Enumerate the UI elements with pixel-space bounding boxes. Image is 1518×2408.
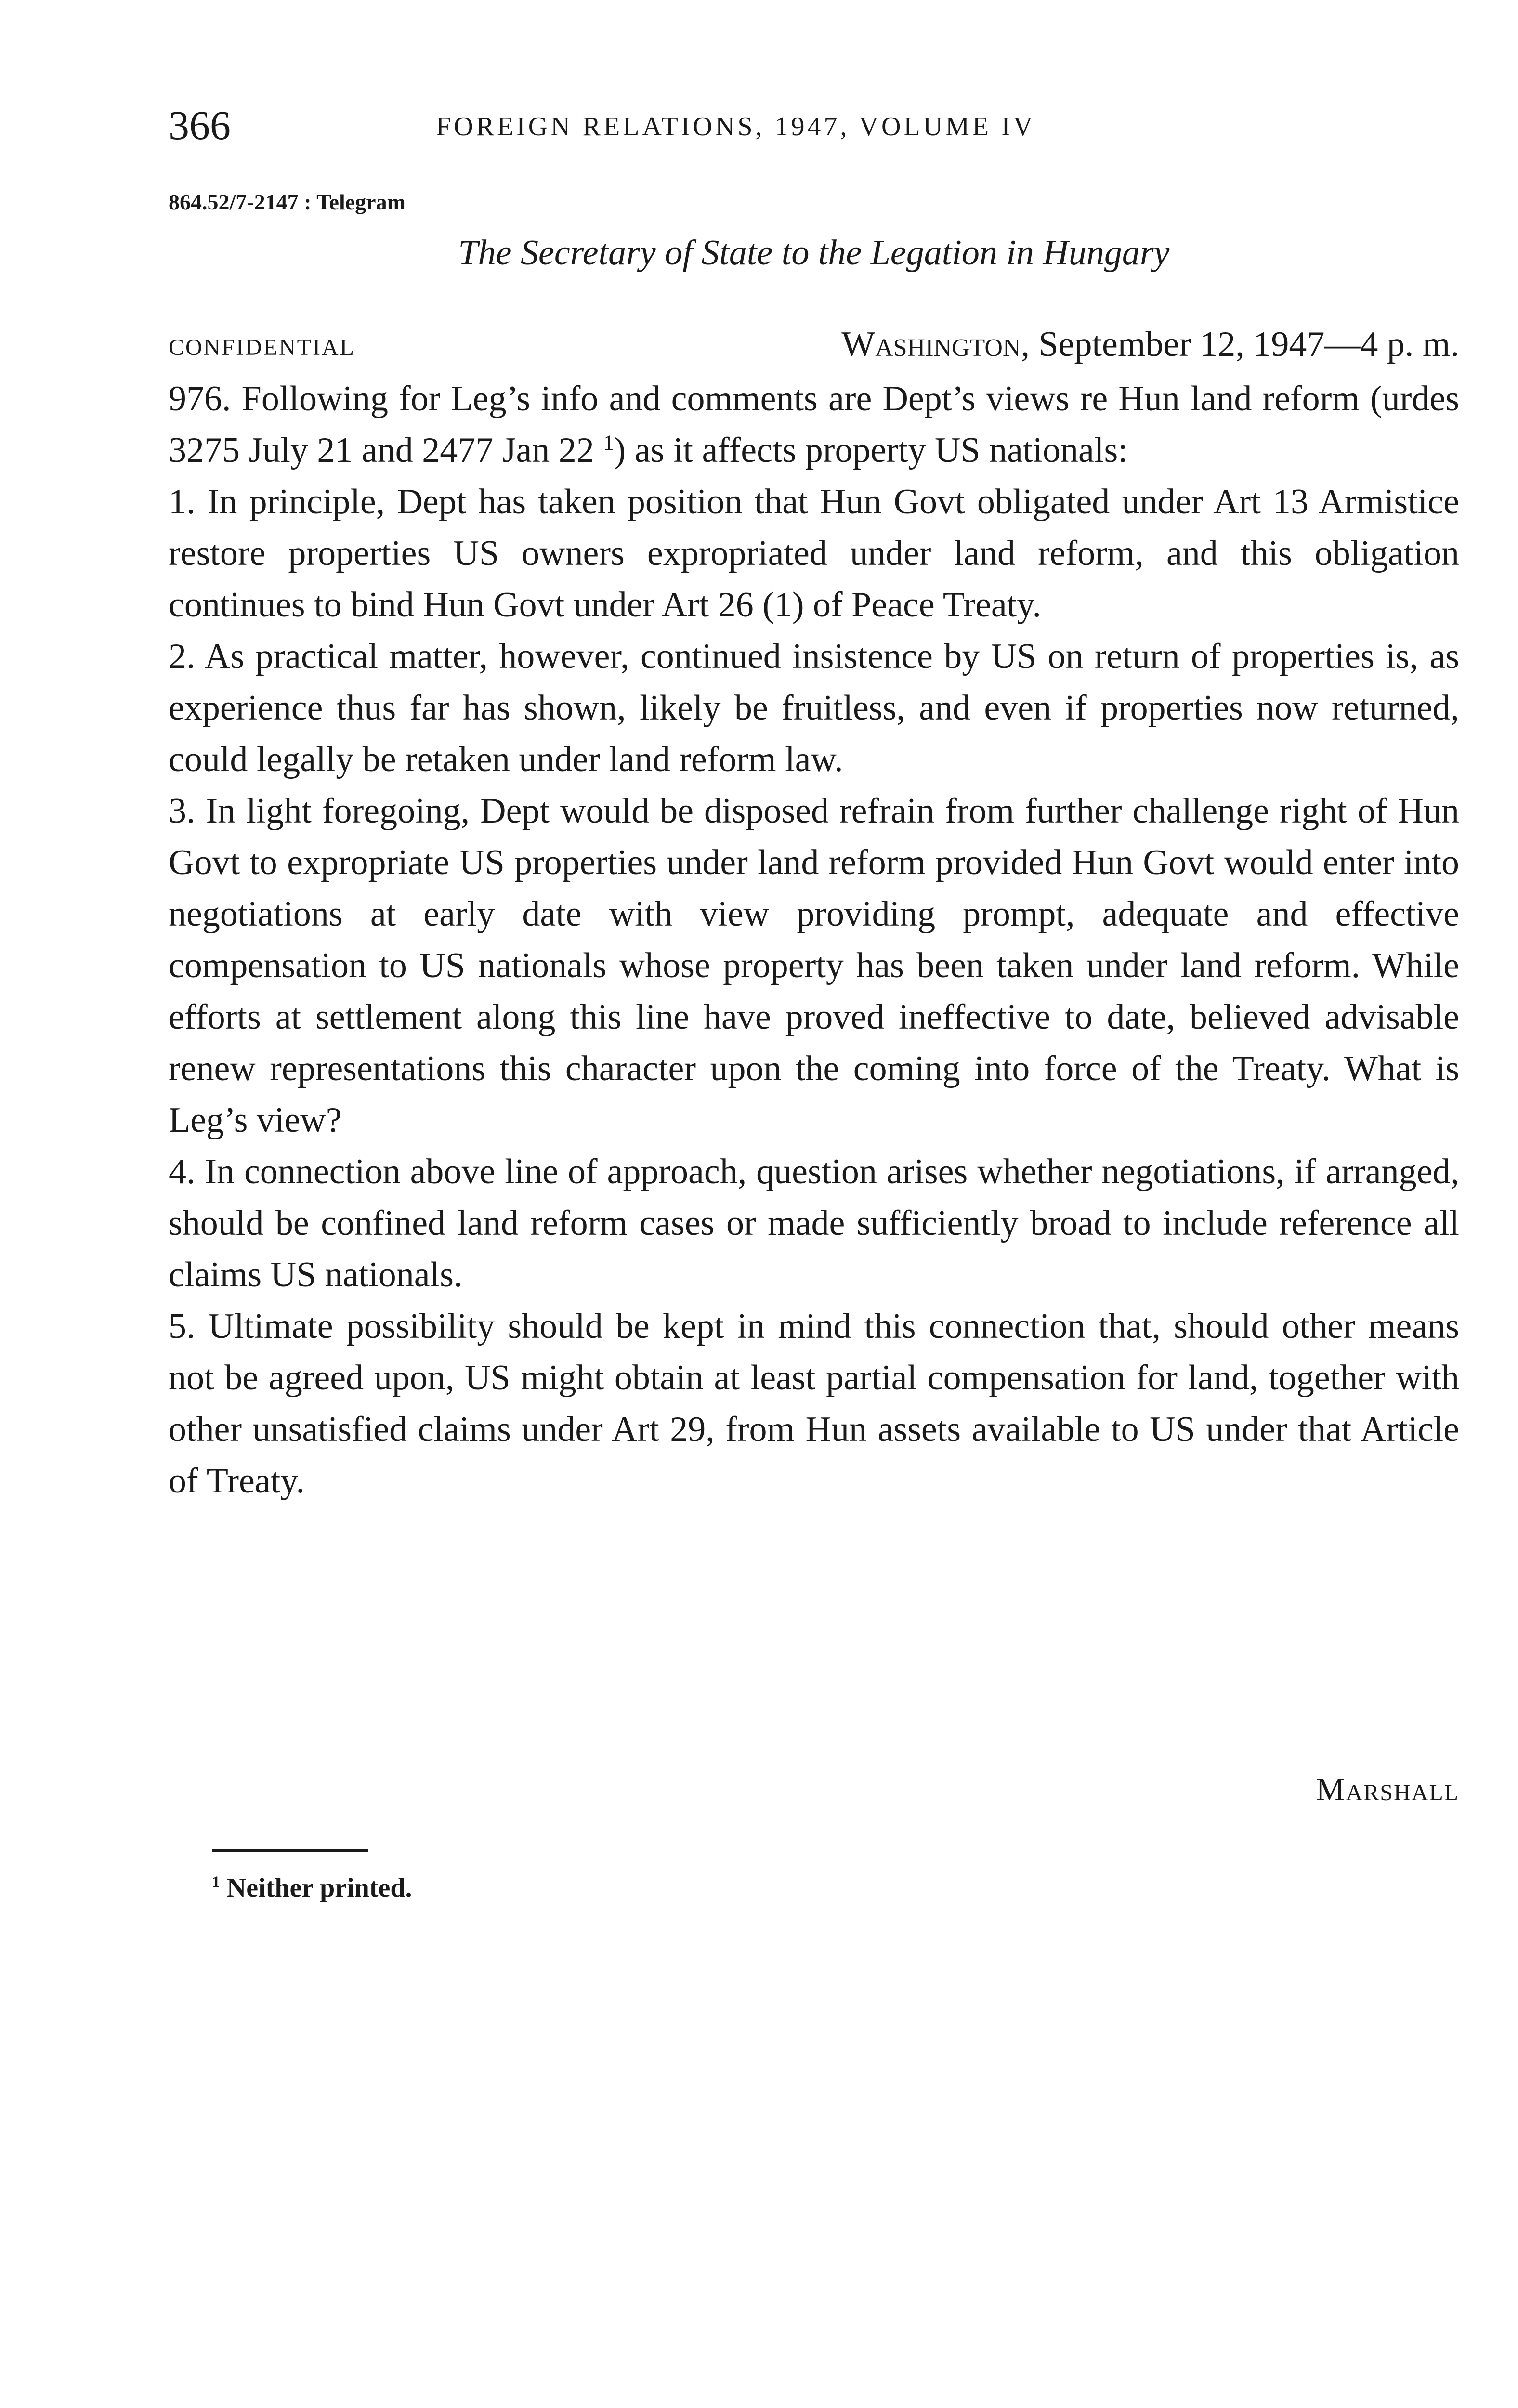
paragraph-3: 3. In light foregoing, Dept would be disposed refrain from further challenge right of Hun Govt to expropriate US properties under land reform provided Hun Govt would enter into negotiations at early date with view providing prompt, adequate and effective compensation to US nationals whose property has been taken under land reform. While efforts at settlement along this line have proved ineffective to date, believed advisable renew representations this character upon the coming into force of the Treaty. What is Leg’s view? bbox=[169, 791, 1459, 1140]
paragraph-2: 2. As practical matter, however, continued insistence by US on return of properties is, as experience thus far has shown, likely be fruitless, and even if properties now returned, could legally be retaken under land reform law. bbox=[169, 637, 1459, 779]
paragraph-4: 4. In connection above line of approach, question arises whether negotiations, if arranged, should be confined land reform cases or made sufficiently broad to include reference all claims US nationals. bbox=[169, 1152, 1459, 1295]
footnote-divider bbox=[212, 1849, 368, 1852]
place-and-date bbox=[841, 320, 1459, 368]
footnote-marker: 1 bbox=[212, 1873, 220, 1891]
running-head bbox=[169, 99, 1459, 157]
document-page bbox=[169, 0, 1459, 2408]
page-number: 366 bbox=[169, 102, 231, 148]
place: Washington bbox=[841, 325, 1021, 364]
paragraph-5: 5. Ultimate possibility should be kept in mind this connection that, should other means not be agreed upon, US might obtain at least partial compensation for land, together with other unsatisfied claims under Art 29, from Hun assets available to US under that Article of Treaty. bbox=[169, 1307, 1459, 1501]
date-time: , September 12, 1947—4 p. m. bbox=[1021, 325, 1459, 364]
intro-paragraph bbox=[169, 373, 1459, 476]
running-title: FOREIGN RELATIONS, 1947, VOLUME IV bbox=[436, 112, 1036, 142]
footnote-reference: 1 bbox=[603, 430, 614, 455]
intro-text-continued: ) as it affects property US nationals: bbox=[614, 431, 1128, 470]
document-heading: The Secretary of State to the Legation in Hungary bbox=[458, 233, 1170, 273]
classification-label: CONFIDENTIAL bbox=[169, 335, 355, 360]
intro-text: 976. Following for Leg’s info and comments are Dept’s views re Hun land reform (urdes 3275 July 21 and 2477 Jan 22 bbox=[169, 379, 1459, 470]
telegram-body bbox=[169, 373, 1459, 1507]
paragraph-1: 1. In principle, Dept has taken position that Hun Govt obligated under Art 13 Armistice restore properties US owners expropriated under land reform, and this obligation continues to bind Hun Govt under Art 26 (1) of Peace Treaty. bbox=[169, 482, 1459, 625]
dateline bbox=[169, 320, 1459, 368]
footnote-text: Neither printed. bbox=[226, 1873, 412, 1903]
file-reference: 864.52/7-2147 : Telegram bbox=[169, 190, 406, 214]
signature: Marshall bbox=[1316, 1771, 1459, 1807]
footnote bbox=[212, 1869, 412, 1907]
